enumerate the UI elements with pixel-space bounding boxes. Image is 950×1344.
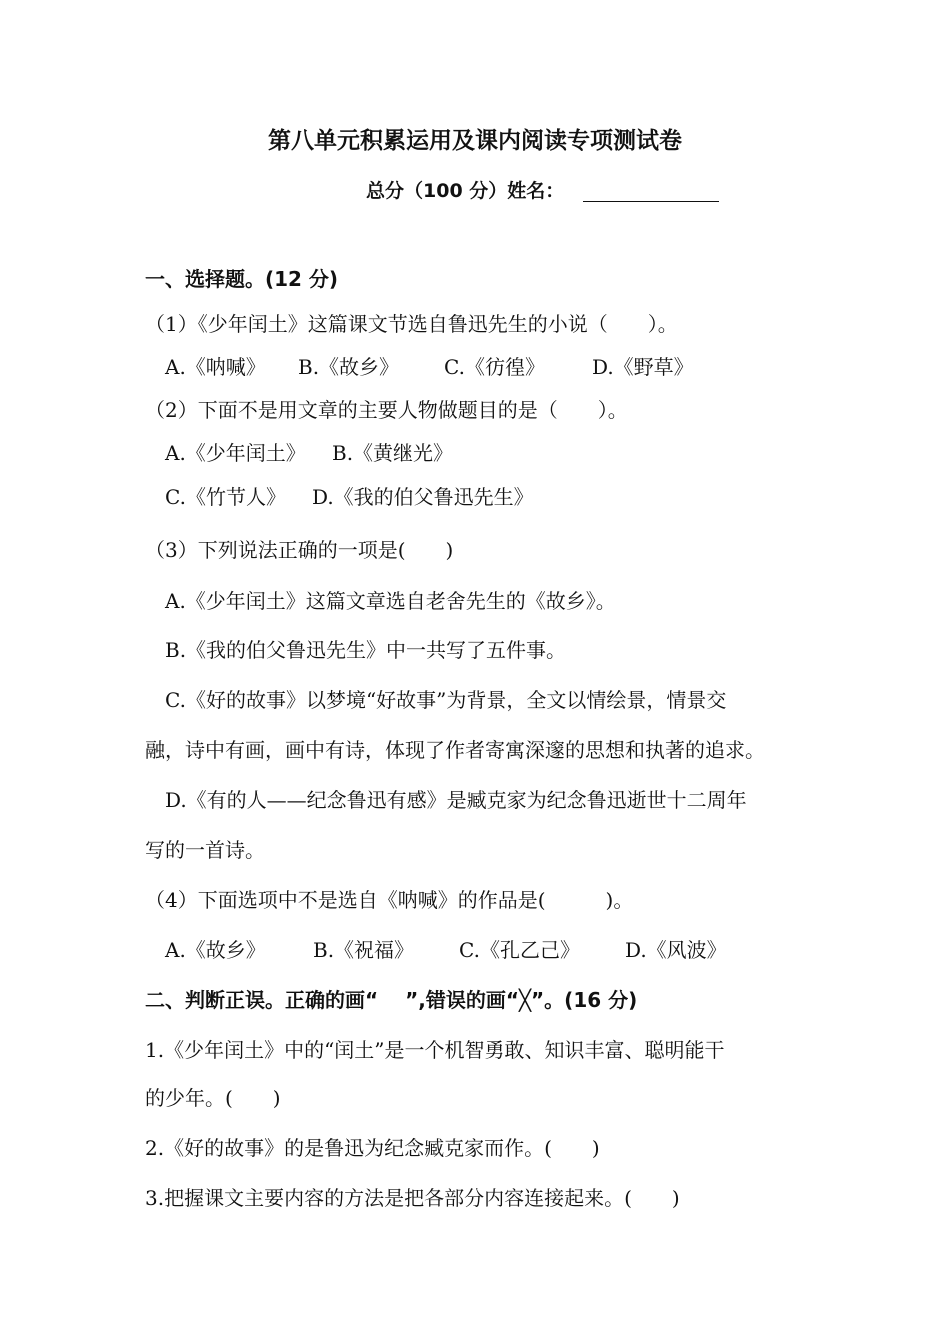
question-4-stem: （4）下面选项中不是选自《呐喊》的作品是( )。 [145,888,634,912]
question-4-option-a[interactable]: A.《故乡》 [165,938,266,962]
question-3-option-c-line-2: 融，诗中有画，画中有诗，体现了作者寄寓深邃的思想和执著的追求。 [145,738,765,762]
question-2-options-row-2 [0,484,950,588]
question-1-option-a[interactable]: A.《呐喊》 [165,355,266,379]
question-3-option-c-line-1[interactable]: C.《好的故事》以梦境“好故事”为背景，全文以情绘景，情景交 [165,688,727,712]
question-3-option-b[interactable]: B.《我的伯父鲁迅先生》中一共写了五件事。 [165,638,567,662]
question-3-option-a[interactable]: A.《少年闰土》这篇文章选自老舍先生的《故乡》。 [165,589,616,613]
judgement-item-1-line-1: 1.《少年闰土》中的“闰土”是一个机智勇敢、知识丰富、聪明能干 [145,1038,725,1062]
section-2-heading: 二、判断正误。正确的画“ ”,错误的画“╳”。(16 分) [145,988,638,1012]
question-3-option-d-line-1[interactable]: D.《有的人——纪念鲁迅有感》是臧克家为纪念鲁迅逝世十二周年 [165,788,747,812]
question-1-option-d[interactable]: D.《野草》 [592,355,694,379]
question-1-option-b[interactable]: B.《故乡》 [298,355,400,379]
question-3-stem: （3）下列说法正确的一项是( ) [145,538,454,562]
section-1-heading: 一、选择题。(12 分) [145,267,339,291]
question-2-option-b[interactable]: B.《黄继光》 [332,441,454,465]
score-and-name-label: 总分（100 分）姓名： [366,180,565,202]
page-title: 第八单元积累运用及课内阅读专项测试卷 [268,128,682,154]
name-blank-line[interactable] [583,201,719,202]
judgement-item-3[interactable]: 3.把握课文主要内容的方法是把各部分内容连接起来。( ) [145,1186,680,1210]
judgement-item-1-line-2[interactable]: 的少年。( ) [145,1086,281,1110]
question-3-option-d-line-2: 写的一首诗。 [145,838,265,862]
question-2-option-c[interactable]: C.《竹节人》 [165,485,286,509]
question-1-stem: （1）《少年闰土》这篇课文节选自鲁迅先生的小说（ ）。 [145,312,678,336]
question-2-stem: （2）下面不是用文章的主要人物做题目的是（ ）。 [145,398,628,422]
question-4-option-b[interactable]: B.《祝福》 [313,938,415,962]
judgement-item-2[interactable]: 2.《好的故事》的是鲁迅为纪念臧克家而作。( ) [145,1136,600,1160]
question-1-option-c[interactable]: C.《彷徨》 [444,355,545,379]
question-2-option-d[interactable]: D.《我的伯父鲁迅先生》 [312,485,534,509]
question-2-option-a[interactable]: A.《少年闰土》 [165,441,306,465]
question-4-option-c[interactable]: C.《孔乙己》 [459,938,580,962]
question-4-option-d[interactable]: D.《风波》 [625,938,727,962]
question-4-options [0,937,950,1093]
